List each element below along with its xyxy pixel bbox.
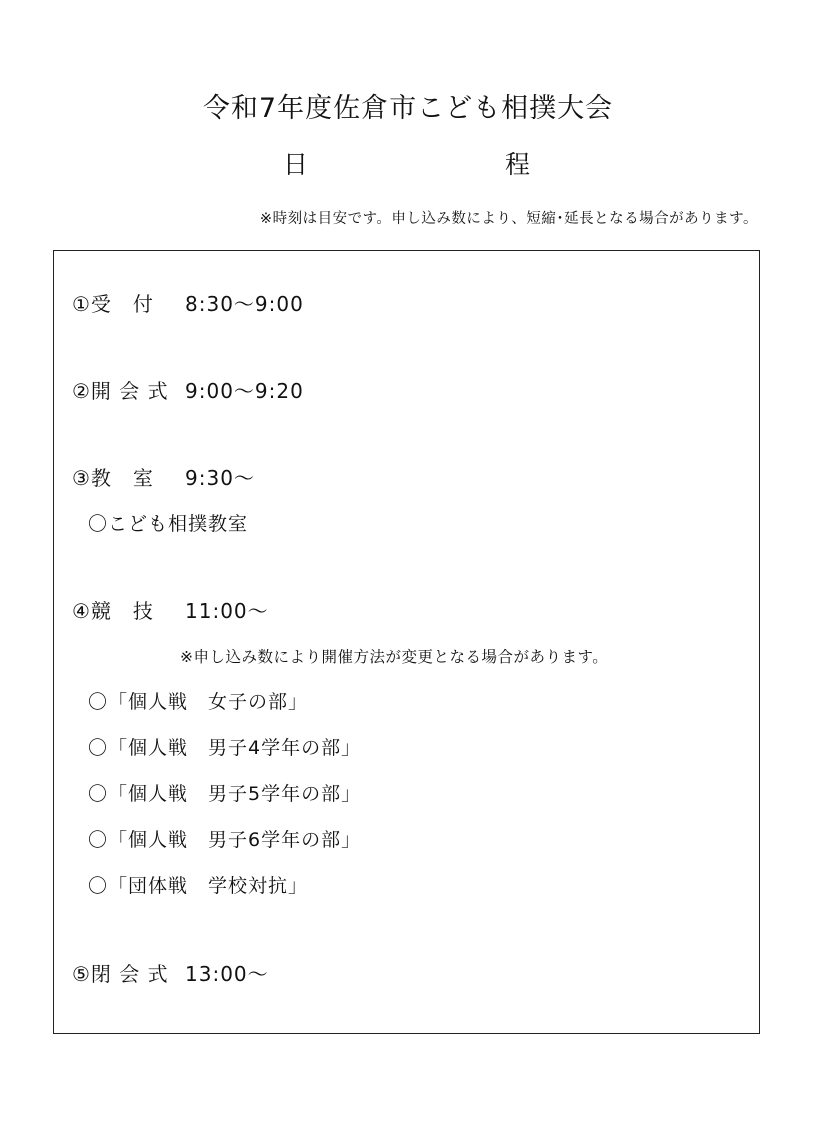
schedule-item-label: ④競 技 — [72, 599, 154, 623]
schedule-item-label: ⑤閉 会 式 — [72, 962, 169, 986]
schedule-item-label: ②開 会 式 — [72, 379, 169, 403]
schedule-item-time: 11:00～ — [185, 599, 269, 623]
schedule-box — [53, 250, 760, 1034]
class-item: 〇こども相撲教室 — [88, 513, 249, 535]
competition-item: 〇「個人戦 男子4学年の部」 — [88, 737, 362, 759]
competition-item: 〇「個人戦 男子6学年の部」 — [88, 829, 362, 851]
schedule-item-time: 8:30～9:00 — [185, 292, 304, 316]
competition-note: ※申し込み数により開催方法が変更となる場合があります。 — [180, 648, 609, 666]
competition-item: 〇「個人戦 女子の部」 — [88, 691, 309, 713]
competition-item: 〇「個人戦 男子5学年の部」 — [88, 783, 362, 805]
subtitle-left: 日 — [283, 150, 309, 179]
page-title: 令和7年度佐倉市こども相撲大会 — [202, 93, 614, 124]
schedule-item-label: ①受 付 — [72, 292, 154, 316]
schedule-item-closing — [72, 958, 269, 987]
competition-item: 〇「団体戦 学校対抗」 — [88, 875, 309, 897]
schedule-item-time: 13:00～ — [185, 962, 269, 986]
timing-note: ※時刻は目安です。申し込み数により、短縮･延長となる場合があります。 — [259, 211, 758, 227]
schedule-item-time: 9:00～9:20 — [185, 379, 304, 403]
schedule-item-opening — [72, 375, 304, 404]
subtitle-right: 程 — [505, 150, 531, 179]
schedule-item-competition — [72, 595, 269, 624]
schedule-item-class — [72, 462, 255, 491]
schedule-item-time: 9:30～ — [185, 466, 255, 490]
schedule-item-reception — [72, 288, 304, 317]
schedule-item-label: ③教 室 — [72, 466, 154, 490]
